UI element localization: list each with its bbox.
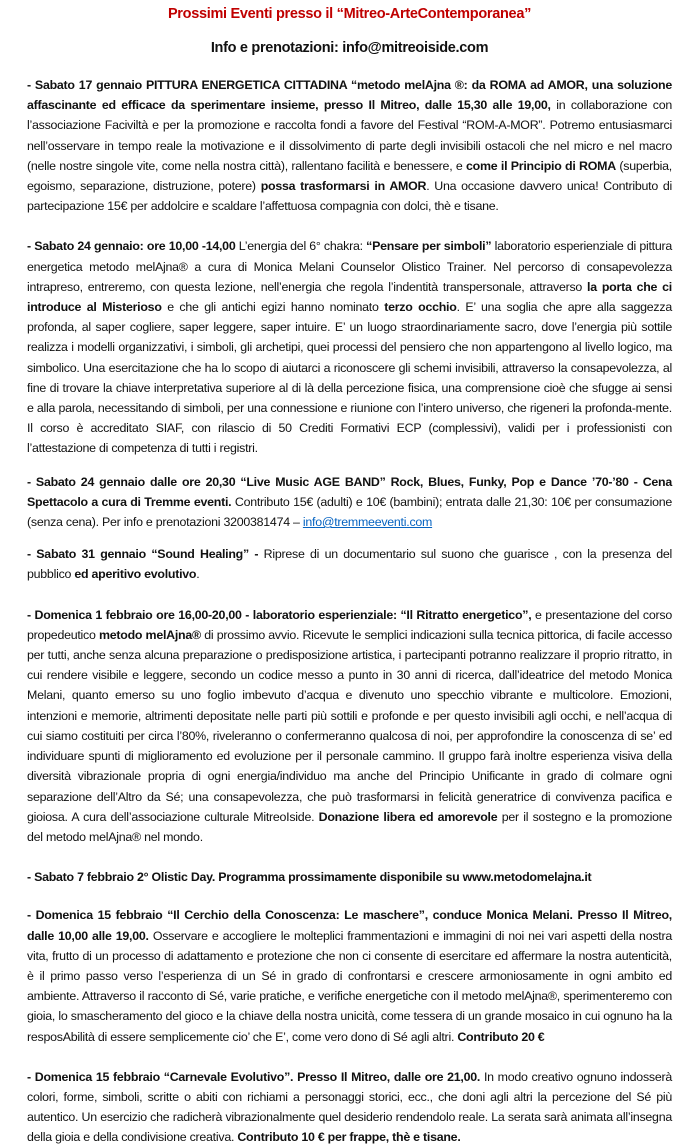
event-heading: - Domenica 15 febbraio “Carnevale Evolutivo”. Presso Il Mitreo, dalle ore 21,00. [27,1069,481,1084]
event-emphasis: metodo melAjna® [98,627,201,642]
event-emphasis: possa trasformarsi in AMOR [260,179,427,194]
event-item-2015-01-24-evening [27,472,672,533]
event-item-2015-01-31 [27,544,672,584]
event-heading: - Domenica 1 febbraio ore 16,00-20,00 - laboratorio esperienziale: “Il Ritratto energetico”, [27,607,532,622]
event-text: (superbia, egoismo, separazione, distruzione, potere) [27,158,673,194]
event-heading: - Domenica 15 febbraio “Il Cerchio della Conoscenza: Le maschere”, conduce Monica Melani. Presso Il Mitreo, dalle 10,00 alle 19,00. [27,908,672,943]
event-heading: - Sabato 31 gennaio “Sound Healing” - [27,547,259,562]
event-price: Contributo 20 € [457,1029,545,1044]
event-heading: - Sabato 24 gennaio dalle ore 20,30 “Live Music AGE BAND” Rock, Blues, Funky, Pop e Dance ’70-’80 - Cena Spettacolo a cura di Tremme eventi. [27,474,672,509]
event-heading: - Sabato 24 gennaio: ore 10,00 -14,00 [27,239,236,254]
event-text: . [196,567,200,582]
event-text: per il sostegno e la promozione del metodo melAjna® nel mondo. [27,809,672,844]
event-text: di prossimo avvio. Ricevute le semplici indicazioni sulla tecnica pittorica, di facile accesso per tutti, anche senza alcuna preparazione o predisposizione artistica, i partecipanti potranno realizzare il proprio ritratto, in cui rendere visibile e leggere, secondo un codice messo a punto in 30 anni di ricerca, dall’ideatrice del metodo Monica Melani, quanto emerso su uno foglio imbevuto d’acqua e divenuto uno specchio vibrante e multicolore. Emozioni, intenzioni e memorie, altrimenti depositate nelle parti più sottili e profonde e per questo invisibili agli occhi, e nell’acqua di cui siamo costituiti per circa l’80%, riveleranno o confermeranno qualcosa di noi, per approfondire la conoscenza di se’ ed individuare spunti di miglioramento ed evoluzione per il personale cammino. Il gruppo farà inoltre esperienza visiva della diversità vibrazionale propria di ogni energia/individuo ma anche del Principio Unificante in grado di colmare ogni separazione dell’Altro da Sé; una consapevolezza, che può trasformarsi in felicità generatrice di convivenza pacifica e gioiosa. A cura dell’associazione culturale MitreoIside. [27,627,672,824]
event-text: e che gli antichi egizi hanno nominato [161,300,385,315]
event-emphasis: terzo occhio [384,300,457,315]
event-item-2015-01-17 [27,75,672,216]
event-item-2015-01-24-morning [27,236,672,458]
event-text: Contributo 15€ (adulti) e 10€ (bambini); entrata dalle 21,30: 10€ per consumazione (senza cena). Per info e prenotazioni 3200381474 – [27,494,673,530]
event-text: Riprese di un documentario sul suono che guarisce , con la presenza del pubblico [27,547,673,582]
event-item-2015-02-01 [27,605,672,847]
event-text: e presentazione del corso propedeutico [27,607,672,642]
event-item-2015-02-15-carnevale [27,1067,672,1148]
document-page [27,0,672,1148]
event-heading: - Sabato 7 febbraio 2° Olistic Day. Programma prossimamente disponibile su www.metodomelajna.it [27,870,592,885]
event-emphasis: la porta che ci introduce al Misterioso [27,279,672,315]
event-emphasis: come il Principio di ROMA [466,158,616,173]
page-title: Prossimi Eventi presso il “Mitreo-ArteContemporanea” [167,6,532,22]
event-emphasis: ed aperitivo evolutivo [74,567,197,582]
event-text: laboratorio esperienziale di pittura energetica metodo melAjna® a cura di Monica Melani Counselor Olistico Trainer. Nel percorso di consapevolezza intrapreso, entreremo, con questa lezione, nell’energia che regola l’indentità transpersonale, attraverso [27,239,673,294]
event-text: in collaborazione con l’associazione Faciviltà e per la promozione e raccolta fondi a favore del Festival “ROM-A-MOR”. Potremo entusiasmarci nell’osservare in tempo reale la motivazione e il dissolvimento di parte degli invisibili ostacoli che nel micro e nel macro (nelle nostre singole vite, come nella nostra città), rallentano facilità e benessere, e [27,98,672,173]
event-price: Contributo 10 € per frappe, thè e tisane. [237,1130,461,1145]
event-text: . Una occasione davvero unica! Contributo di partecipazione 15€ per addolcire e scaldare l’affettuosa compagnia con dolci, thè e tisane. [27,179,672,214]
event-emphasis: “Pensare per simboli” [366,239,492,254]
event-item-2015-02-07 [27,867,672,887]
event-text: . E’ una soglia che apre alla saggezza profonda, al saper cogliere, saper leggere, saper intuire. E’ un luogo straordinariamente sacro, dove l’energia più sottile realizza i modelli organizzativi, i simboli, gli archetipi, quei processi del pensiero che non appartengono al livello logico, ma simbolico. Una esercitazione che ha lo scopo di aiutarci a riconoscere gli schemi invisibili, attraverso la consapevolezza, al fine di trovare la chiave interpretativa superiore al di là della percezione fisica, una comprensione cioè che sfugge ai sensi e alla parola, necessitando di simboli, per una connessione e riunione con l’intero universo, che rigeneri la profonda-mente. Il corso è accreditato SIAF, con rilascio di 50 Crediti Formativi ECP (complessivi), validi per i professionisti con l’attestazione di competenza di tutti i registri. [27,300,672,456]
event-item-2015-02-15-cerchio [27,905,672,1046]
event-heading: - Sabato 17 gennaio PITTURA ENERGETICA CITTADINA “metodo melAjna ®: da ROMA ad AMOR, una soluzione affascinante ed efficace da sperimentare insieme, presso Il Mitreo, dalle 15,30 alle 19,00, [27,78,672,113]
event-emphasis: Donazione libera ed amorevole [318,809,498,824]
event-text: In modo creativo ognuno indosserà colori, forme, simboli, scritte o abiti con richiami a personaggi storici, ecc., che doni agli altri la percezione del Sé più autentico. Un esercizio che radicherà vibrazionalmente quel desiderio rendendolo reale. La serata sarà animata all’insegna della gioia e della condivisione creativa. [27,1069,672,1145]
event-text: L’energia del 6° chakra: [235,239,367,254]
info-contact-heading: Info e prenotazioni: info@mitreoiside.com [210,40,489,56]
event-text: Osservare e accogliere le molteplici frammentazioni e immagini di noi nei vari aspetti della nostra vita, frutto di un processo di adattamento e protezione che non ci consente di esercitare ed affermare la nostra autenticità, è il primo passo verso l’esperienza di un Sé in grado di confrontarsi e crescere armoniosamente in ogni ambito ed ambiente. Attraverso il racconto di Sé, varie pratiche, e verifiche energetiche con il metodo melAjna®, sperimenteremo con gioia, lo smascheramento del gioco e la chiave della nostra unicità, come tessera di un grande mosaico in cui ognuno ha la resposAbilità di essere semplicemente cio’ che E’, come vero dono di Sé agli altri. [27,928,672,1044]
email-link-tremmeeventi[interactable]: info@tremmeeventi.com [302,515,433,530]
